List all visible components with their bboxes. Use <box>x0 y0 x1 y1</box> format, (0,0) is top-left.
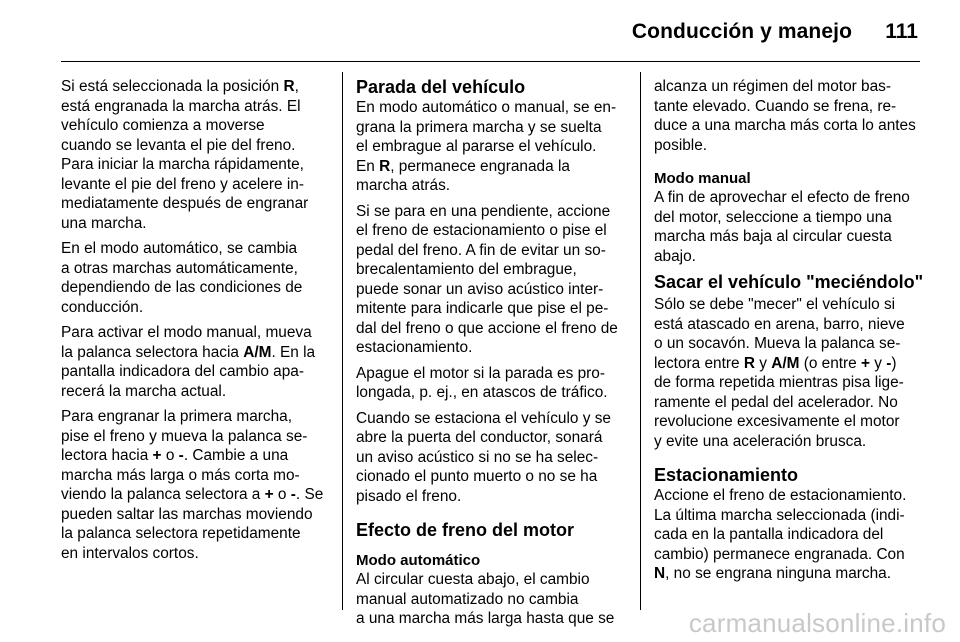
section-heading: Efecto de freno del motor <box>356 520 575 540</box>
section-heading: Parada del vehículo <box>356 77 526 97</box>
page-number: 111 <box>885 20 918 43</box>
paragraph: Para activar el modo manual, mueva la palanca selectora hacia A/M. En la pantalla indicadora del cambio apa- recerá la marcha actual. <box>61 324 316 400</box>
column-3 <box>654 77 926 590</box>
paragraph: A fin de aprovechar el efecto de freno del motor, seleccione a tiempo una marcha más baja al circular cuesta abajo. <box>654 189 910 265</box>
section-heading: Sacar el vehículo "meciéndolo" <box>654 272 924 292</box>
column-divider <box>640 72 641 610</box>
watermark: carmanualsonline.info <box>688 608 946 638</box>
paragraph: alcanza un régimen del motor bas- tante elevado. Cuando se frena, re- duce a una marcha más corta lo antes posible. <box>654 78 916 154</box>
paragraph: Al circular cuesta abajo, el cambio manual automatizado no cambia a una marcha más larga hasta que se <box>356 571 615 627</box>
paragraph: Si se para en una pendiente, accione el freno de estacionamiento o pise el pedal del freno. A fin de evitar un so- brecalentamiento del embrague, puede sonar un aviso acústico inter- mitente para indicarle que pise el pe- dal del freno o que accione el freno de estacionamiento. <box>356 202 618 356</box>
column-2 <box>356 77 626 635</box>
paragraph: Apague el motor si la parada es pro- longada, p. ej., en atascos de tráfico. <box>356 364 608 401</box>
column-1 <box>61 77 331 569</box>
subsection-heading: Modo automático <box>356 552 481 569</box>
paragraph: En el modo automático, se cambia a otras marchas automáticamente, dependiendo de las condiciones de conducción. <box>61 240 303 316</box>
paragraph: Para engranar la primera marcha, pise el freno y mueva la palanca se- lectora hacia + o -. Cambie a una marcha más larga o más corta mo- viendo la palanca selectora a + o -. Se pueden saltar las marchas moviendo la palanca selectora repetidamente en intervalos cortos. <box>61 408 324 562</box>
paragraph: Si está seleccionada la posición R, está engranada la marcha atrás. El vehículo comienza a moverse cuando se levanta el pie del freno. Para iniciar la marcha rápidamente, levante el pie del freno y acelere in- mediatamente después de engranar una marcha. <box>61 78 309 232</box>
paragraph: Accione el freno de estacionamiento. La última marcha seleccionada (indi- cada en la pantalla indicadora del cambio) permanece engranada. Con N, no se engrana ninguna marcha. <box>654 487 907 582</box>
paragraph: Cuando se estaciona el vehículo y se abre la puerta del conductor, sonará un aviso acústico si no se ha selec- cionado el punto muerto o no se ha pisado el freno. <box>356 409 611 505</box>
page-header <box>0 0 960 62</box>
subsection-heading: Modo manual <box>654 170 751 187</box>
paragraph: Sólo se debe "mecer" el vehículo si está atascado en arena, barro, nieve o un socavón. Mueva la palanca se- lectora entre R y A/M (o entre + y -) de forma repetida mientras pisa lige- ramente el pedal del acelerador. No revolucione excesivamente el motor y evite una aceleración brusca. <box>654 296 905 450</box>
column-divider <box>342 72 343 610</box>
header-rule <box>61 61 920 62</box>
section-heading: Estacionamiento <box>654 465 799 485</box>
header-title: Conducción y manejo <box>631 20 852 43</box>
paragraph: En modo automático o manual, se en- grana la primera marcha y se suelta el embrague al pararse el vehículo. En R, permanece engranada la marcha atrás. <box>356 99 617 194</box>
